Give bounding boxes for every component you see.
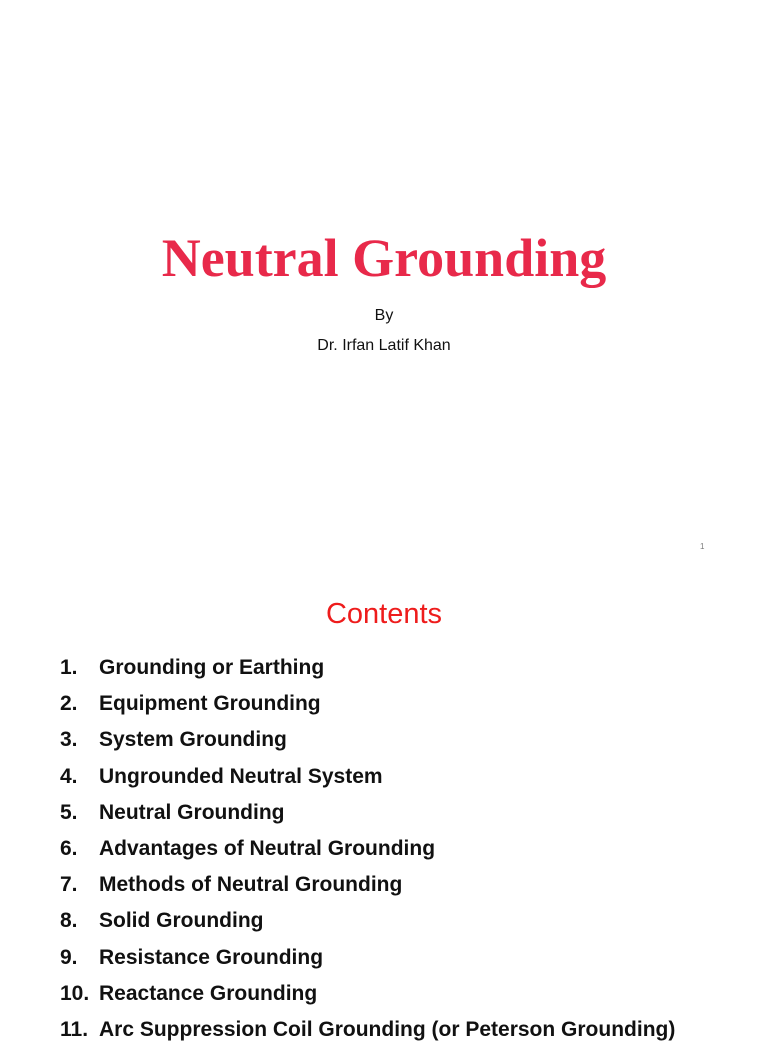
list-item-number: 1. xyxy=(60,656,78,680)
slide-title: Neutral Grounding xyxy=(161,228,607,288)
list-item xyxy=(60,831,675,867)
list-item-label: Grounding or Earthing xyxy=(99,656,325,680)
list-item-number: 10. xyxy=(60,981,90,1005)
list-item xyxy=(60,867,675,903)
list-item xyxy=(60,722,675,758)
list-item-label: Solid Grounding xyxy=(99,909,264,933)
contents-list xyxy=(60,650,675,1048)
list-item-number: 2. xyxy=(60,692,78,716)
list-item xyxy=(60,686,675,722)
list-item-label: Advantages of Neutral Grounding xyxy=(99,837,436,861)
list-item-number: 8. xyxy=(60,909,78,933)
list-item xyxy=(60,940,675,976)
list-item-label: Methods of Neutral Grounding xyxy=(99,873,403,897)
list-item-number: 3. xyxy=(60,728,78,752)
list-item-label: Reactance Grounding xyxy=(99,981,318,1005)
list-item xyxy=(60,1012,675,1048)
list-item-number: 9. xyxy=(60,945,78,969)
list-item-number: 11. xyxy=(60,1017,89,1041)
list-item xyxy=(60,976,675,1012)
list-item-number: 7. xyxy=(60,873,78,897)
list-item-label: Neutral Grounding xyxy=(99,800,285,824)
list-item-label: Arc Suppression Coil Grounding (or Peterson Grounding) xyxy=(99,1017,676,1041)
list-item-label: Resistance Grounding xyxy=(99,945,324,969)
list-item-label: Ungrounded Neutral System xyxy=(99,764,383,788)
list-item-label: System Grounding xyxy=(99,728,287,752)
page-number: 1 xyxy=(700,542,705,551)
contents-heading: Contents xyxy=(325,598,443,630)
list-item-number: 6. xyxy=(60,837,78,861)
list-item xyxy=(60,650,675,686)
list-item xyxy=(60,903,675,939)
list-item xyxy=(60,759,675,795)
author-name: Dr. Irfan Latif Khan xyxy=(317,337,451,354)
byline-label: By xyxy=(374,307,394,324)
list-item-number: 5. xyxy=(60,800,78,824)
contents-slide xyxy=(0,576,768,1041)
list-item-number: 4. xyxy=(60,764,78,788)
list-item-label: Equipment Grounding xyxy=(99,692,321,716)
list-item xyxy=(60,795,675,831)
